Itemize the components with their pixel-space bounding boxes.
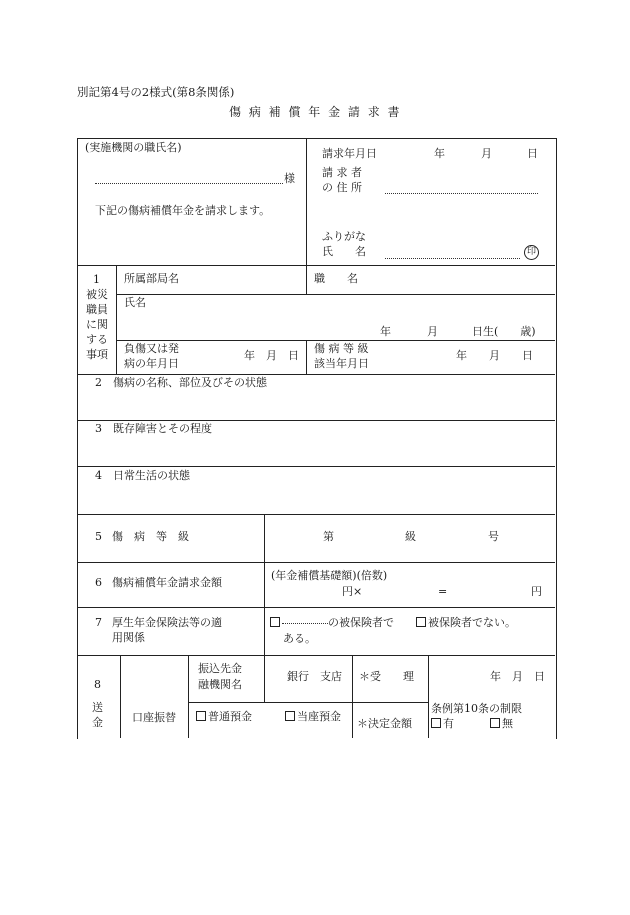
grade-date-label-2: 該当年月日 — [314, 357, 369, 370]
receipt-date: 年 月 日 — [490, 670, 545, 683]
formula-equals: = — [438, 585, 448, 598]
col-divider — [264, 607, 265, 655]
form-table — [77, 138, 557, 739]
position-label: 職 名 — [314, 272, 358, 285]
receipt-label: ＊受 理 — [359, 670, 414, 683]
birth-year: 年 — [380, 325, 391, 338]
not-insured-checkbox[interactable] — [416, 617, 426, 627]
insurance-type-line[interactable] — [282, 623, 328, 624]
insured-checkbox[interactable] — [270, 617, 280, 627]
grade-dai: 第 — [323, 530, 334, 543]
section1-number: 1 — [93, 273, 100, 286]
limit-label: 条例第10条の制限 — [431, 702, 522, 715]
injury-date-label: 負傷又は発 — [124, 342, 179, 355]
checking-deposit-label: 当座預金 — [297, 710, 341, 723]
grade-kyu: 級 — [405, 530, 416, 543]
section5-label-wrap — [112, 531, 254, 544]
section7-label-2: 用関係 — [112, 631, 145, 644]
col-divider — [306, 340, 307, 374]
transfer-label: 口座振替 — [132, 711, 176, 724]
section6-number: 6 — [95, 576, 102, 589]
grade-date-label: 傷 病 等 級 — [314, 342, 369, 355]
section3-label: 3 既存障害とその程度 — [95, 422, 212, 435]
row-divider — [116, 294, 555, 295]
dept-label: 所属部局名 — [124, 272, 179, 285]
section1-side-label: 被災 — [86, 288, 108, 301]
option-a-suffix: の被保険者で — [328, 616, 394, 629]
col-divider — [264, 655, 265, 702]
grade-date-ymd: 年 月 日 — [456, 349, 533, 362]
injury-date-label-2: 病の年月日 — [124, 357, 179, 370]
formula-yen: 円 — [531, 585, 542, 598]
claimant-label-2: の 住 所 — [322, 181, 362, 194]
name-label: 氏 名 — [322, 245, 366, 258]
formula-yen-times: 円× — [342, 585, 363, 598]
section5-number: 5 — [95, 530, 102, 543]
claimant-label: 請 求 者 — [322, 166, 362, 179]
formula-top: (年金補償基礎額)(倍数) — [271, 569, 388, 582]
section4-label: 4 日常生活の状態 — [95, 469, 190, 482]
checking-deposit-checkbox[interactable] — [285, 711, 295, 721]
ordinary-deposit-label: 普通預金 — [208, 710, 252, 723]
row-divider — [77, 655, 555, 656]
section6-label: 傷病補償年金請求金額 — [112, 576, 222, 589]
injury-date-ymd: 年 月 日 — [244, 349, 299, 362]
institution-label: (実施機関の職氏名) — [85, 141, 182, 154]
section1-side-label: 事項 — [86, 348, 108, 361]
section2-label: 2 傷病の名称、部位及びその状態 — [95, 376, 267, 389]
decision-amount-label: ＊決定金額 — [357, 717, 412, 730]
date-month: 月 — [481, 147, 492, 160]
row-divider — [188, 702, 428, 703]
limit-yes-checkbox[interactable] — [431, 718, 441, 728]
section5-label: 傷 病 等 級 — [112, 530, 189, 543]
row-divider — [77, 514, 555, 515]
col-divider — [306, 265, 307, 294]
option-b-label: 被保険者でない。 — [428, 616, 516, 629]
bank-label-2: 融機関名 — [198, 678, 242, 691]
section7-number: 7 — [95, 616, 102, 629]
form-number: 別記第4号の2様式(第8条関係) — [77, 85, 235, 99]
seal-icon: 印 — [524, 245, 539, 260]
limit-yes-label: 有 — [443, 717, 454, 730]
address-line[interactable] — [385, 193, 538, 194]
section7-label: 厚生年金保険法等の適 — [112, 616, 222, 629]
furigana-label: ふりがな — [322, 230, 366, 243]
date-day: 日 — [527, 147, 538, 160]
section8-side: 送 — [92, 701, 103, 714]
col-divider — [120, 655, 121, 738]
institution-line[interactable] — [95, 183, 283, 184]
row-divider — [77, 607, 555, 608]
employee-name-label: 氏名 — [124, 296, 146, 309]
request-text: 下記の傷病補償年金を請求します。 — [95, 204, 271, 217]
section1-side-label: する — [86, 333, 108, 346]
section8-side-2: 金 — [92, 716, 103, 729]
date-year: 年 — [434, 147, 445, 160]
col-divider — [352, 655, 353, 738]
row-divider — [77, 562, 555, 563]
col-divider — [188, 655, 189, 738]
row-divider — [77, 265, 555, 266]
col-divider — [264, 514, 265, 562]
row-divider — [77, 466, 555, 467]
row-divider — [77, 420, 555, 421]
row-divider — [77, 374, 555, 375]
option-a-line2: ある。 — [283, 632, 316, 645]
grade-go: 号 — [488, 530, 499, 543]
col-divider — [306, 138, 307, 265]
limit-no-label: 無 — [502, 717, 513, 730]
row-divider — [116, 340, 555, 341]
birth-month: 月 — [427, 325, 438, 338]
section8-number: 8 — [94, 678, 101, 691]
ordinary-deposit-checkbox[interactable] — [196, 711, 206, 721]
date-label: 請求年月日 — [322, 147, 377, 160]
bank-label: 振込先金 — [198, 662, 242, 675]
limit-no-checkbox[interactable] — [490, 718, 500, 728]
bank-branch: 銀行 支店 — [287, 670, 342, 683]
section1-side-label: に関 — [86, 318, 108, 331]
section1-side-label: 職員 — [86, 303, 108, 316]
col-divider — [264, 562, 265, 607]
col-divider — [428, 655, 429, 738]
birth-day-age: 日生( 歳) — [472, 325, 536, 338]
honorific: 様 — [284, 172, 295, 185]
name-line[interactable] — [385, 258, 520, 259]
page-title: 傷 病 補 償 年 金 請 求 書 — [229, 105, 402, 119]
col-divider — [116, 265, 117, 374]
